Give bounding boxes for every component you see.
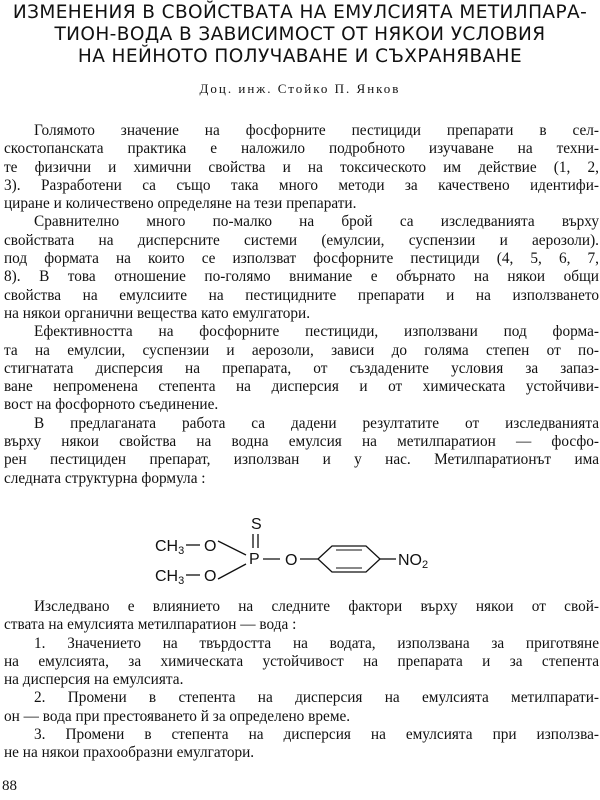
bond-o-p-upper <box>218 541 246 555</box>
text-line: 8). В това отношение по-голямо внимание е обърнато на някои общи <box>4 268 599 286</box>
title-line: ИЗМЕНЕНИЯ В СВОЙСТВАТА НА ЕМУЛСИЯТА МЕТИЛПАРА- <box>12 2 588 23</box>
body-text-lower <box>4 598 599 763</box>
text-line: на някои органични вещества като емулгатори. <box>4 304 311 322</box>
text-line: следната структурна формула : <box>4 469 206 487</box>
text-line: скостопанската практика е наложило подробното изучаване на техни- <box>4 140 599 158</box>
methyl-subscript: 3 <box>178 575 185 587</box>
methyl-group-lower <box>155 568 184 587</box>
body-text-upper <box>4 122 599 488</box>
atom-phosphorus: P <box>249 551 260 568</box>
text-line: он — вода при престояването й за определено време. <box>4 707 351 725</box>
text-line: стигнатата дисперсия на препарата, от създадените условия за запаз- <box>4 359 599 377</box>
text-line: свойствата на дисперсните системи (емулсии, суспензии и аерозоли). <box>4 231 599 249</box>
atom-oxygen-upper: O <box>204 538 217 555</box>
bond-o-p-lower <box>218 564 246 579</box>
text-line: свойства на емулсиите на пестицидните препарати и на използването <box>4 286 599 304</box>
text-line: под формата на които се използват фосфорните пестициди (4, 5, 6, 7, <box>4 250 599 268</box>
text-line: та на емулсии, суспензии и аерозоли, зависи до голяма степен от по- <box>4 341 599 359</box>
nitro-group <box>398 552 428 571</box>
nitro-label: NO <box>398 552 422 569</box>
text-line: 3). Разработени са също така много методи за качествено идентифи- <box>4 176 599 194</box>
text-line: ване непроменена степента на дисперсия и от химическата устойчиви- <box>4 378 599 396</box>
atom-oxygen-lower: O <box>204 568 217 585</box>
methyl-group-upper <box>155 538 184 557</box>
title-line: ТИОН-ВОДА В ЗАВИСИМОСТ ОТ НЯКОИ УСЛОВИЯ <box>54 24 546 45</box>
text-line: те физични и химични свойства и на токсическото им действие (1, 2, <box>4 158 599 176</box>
text-line: върху някои свойства на водна емулсия на метилпаратион — фосфо- <box>4 433 599 451</box>
methyl-subscript: 3 <box>178 545 185 557</box>
text-line: рен пестициден препарат, използван и у нас. Метилпаратионът има <box>4 451 599 469</box>
text-line: 1. Значението на твърдостта на водата, използвана за приготвяне <box>34 634 599 652</box>
atom-sulfur: S <box>251 516 262 533</box>
page-number: 88 <box>2 778 17 794</box>
text-line: на емулсията, за химическата устойчивост на препарата и за степента <box>4 652 599 670</box>
text-line: ствата на емулсията метилпаратион — вода : <box>4 616 297 634</box>
text-line: на дисперсия на емулсията. <box>4 671 184 689</box>
methyl-label: CH <box>155 538 179 555</box>
atom-oxygen-ester: O <box>285 552 298 569</box>
text-line: Сравнително много по-малко на брой са изследванията върху <box>34 213 599 231</box>
text-line: вост на фосфорното съединение. <box>4 396 219 414</box>
author-byline: Доц. инж. Стойко П. Янков <box>199 81 401 96</box>
text-line: В предлаганата работа са дадени резултатите от изследванията <box>34 414 599 432</box>
text-line: не на някои прахообразни емулгатори. <box>4 744 255 762</box>
text-line: циране и количествено определяне на тези препарати. <box>4 195 357 213</box>
text-line: Ефективността на фосфорните пестициди, използвани под форма- <box>34 323 599 341</box>
article-title <box>0 2 600 68</box>
text-line: Изследвано е влиянието на следните фактори върху някои от свой- <box>34 598 599 615</box>
text-line: Голямото значение на фосфорните пестициди препарати в сел- <box>34 122 599 139</box>
structural-formula <box>150 510 450 590</box>
formula-diagram <box>150 510 450 590</box>
title-line: НА НЕЙНОТО ПОЛУЧАВАНЕ И СЪХРАНЯВАНЕ <box>77 46 523 67</box>
text-line: 3. Промени в степента на дисперсия на емулсията при използва- <box>34 726 599 744</box>
text-line: 2. Промени в степента на дисперсия на емулсията метилпарати- <box>34 689 599 707</box>
nitro-subscript: 2 <box>422 559 429 571</box>
methyl-label: CH <box>155 568 179 585</box>
